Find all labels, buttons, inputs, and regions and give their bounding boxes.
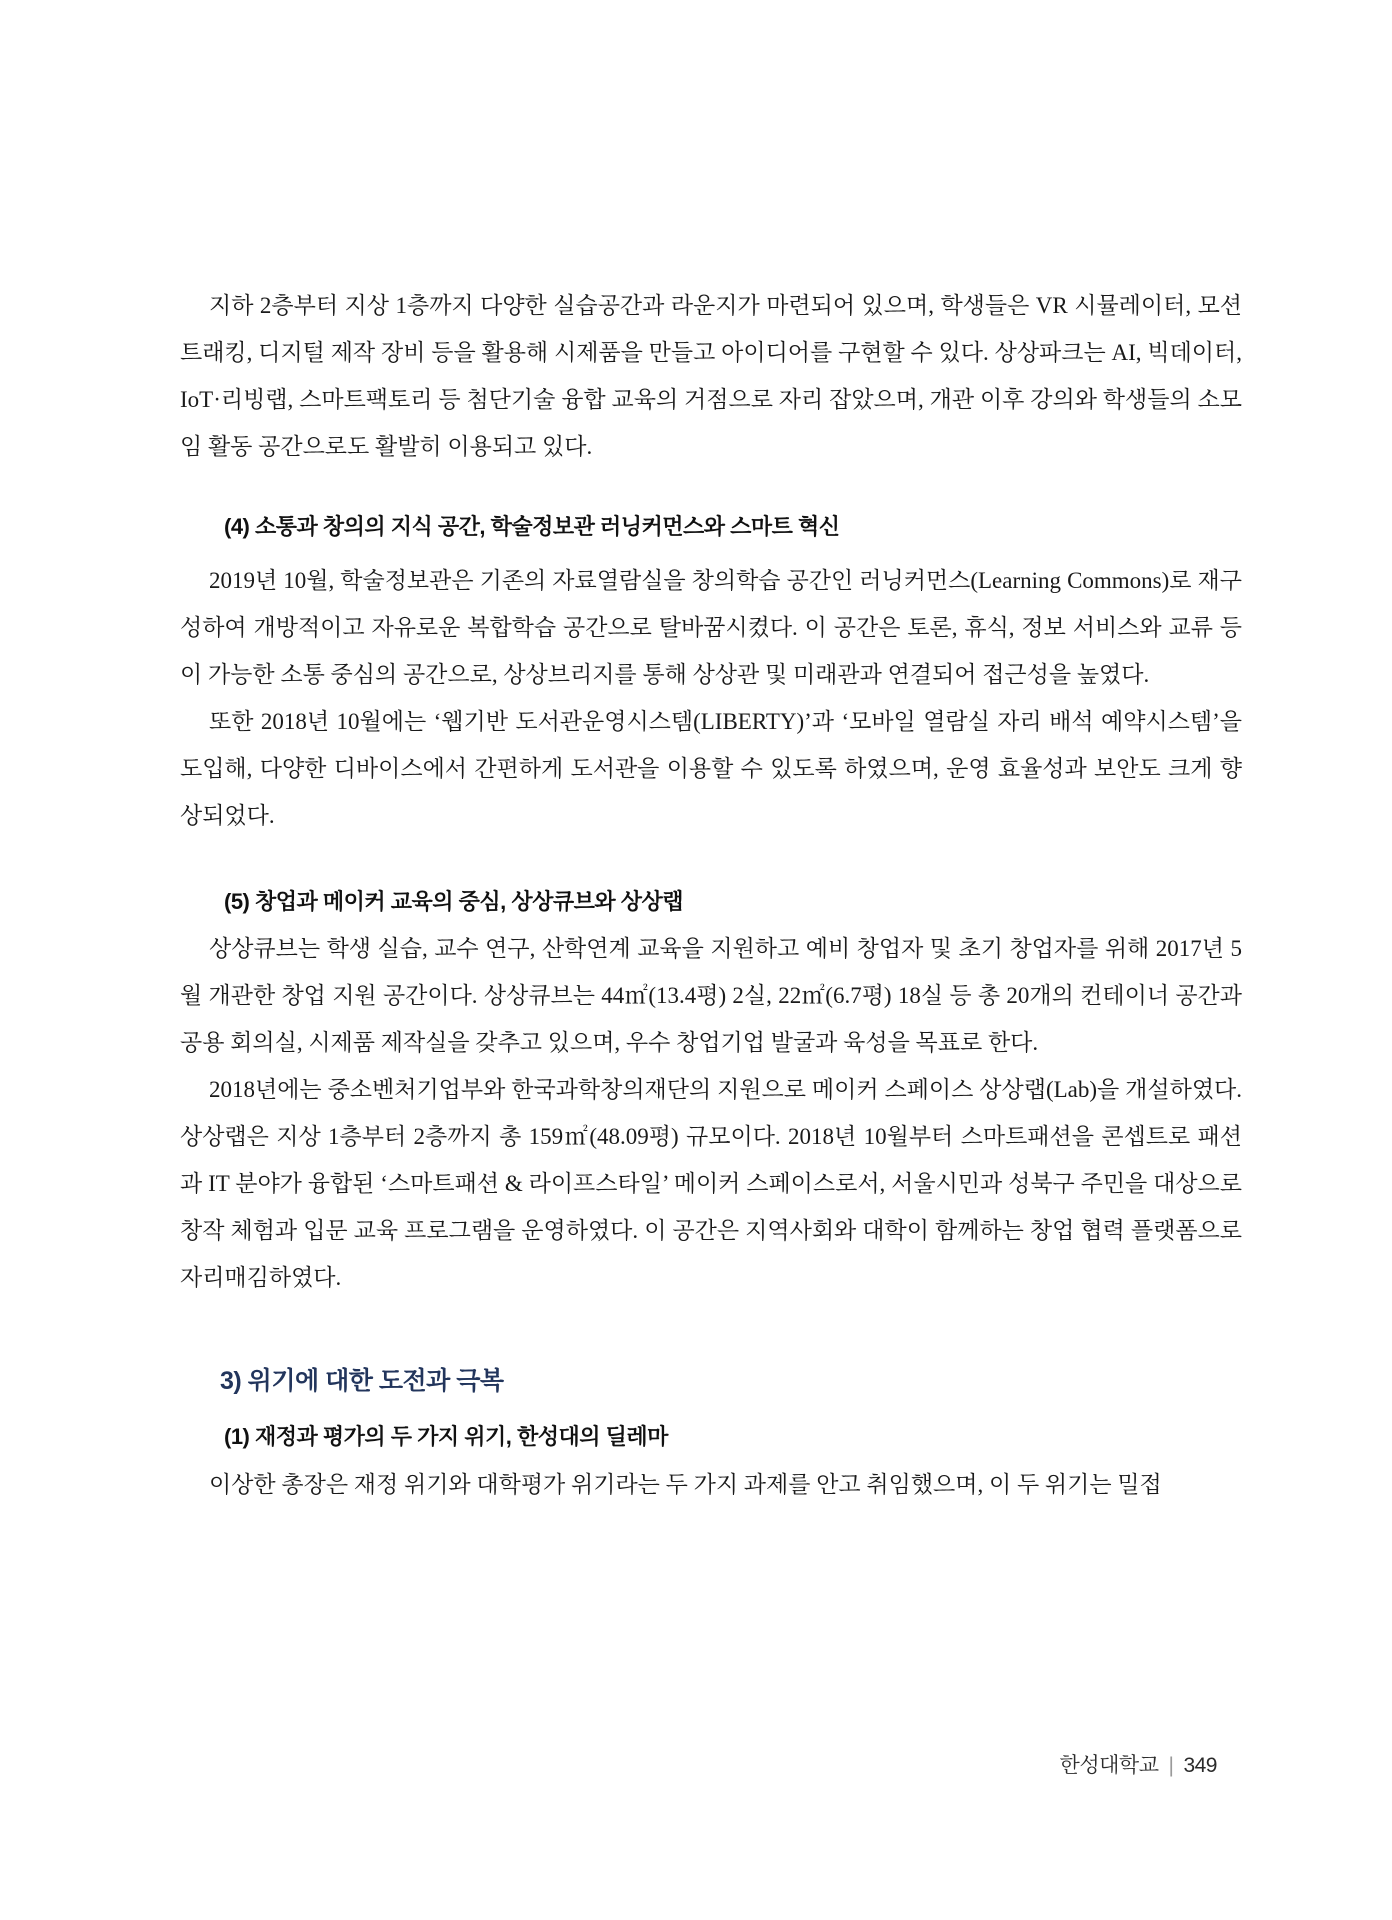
paragraph-learning-commons: 2019년 10월, 학술정보관은 기존의 자료열람실을 창의학습 공간인 러닝커먼스(Learning Commons)로 재구성하여 개방적이고 자유로운 복합학습 공간으로 탈바꿈시켰다. 이 공간은 토론, 휴식, 정보 서비스와 교류 등이 가능한 소통 중심의 공간으로, 상상브리지를 통해 상상관 및 미래관과 연결되어 접근성을 높였다.: [180, 568, 1242, 687]
section-heading-3: 3) 위기에 대한 도전과 극복: [220, 1367, 504, 1395]
footer-book-title: 한성대학교: [1059, 1754, 1159, 1777]
page-footer: [1060, 1752, 1217, 1780]
paragraph-sangsang-cube: 상상큐브는 학생 실습, 교수 연구, 산학연계 교육을 지원하고 예비 창업자 및 초기 창업자를 위해 2017년 5월 개관한 창업 지원 공간이다. 상상큐브는 44㎡(13.4평) 2실, 22㎡(6.7평) 18실 등 총 20개의 컨테이너 공간과 공용 회의실, 시제품 제작실을 갖추고 있으며, 우수 창업기업 발굴과 육성을 목표로 한다.: [180, 936, 1242, 1055]
page-body-text: [180, 0, 1242, 1508]
subsection-heading-5: (5) 창업과 메이커 교육의 중심, 상상큐브와 상상랩: [224, 889, 683, 914]
footer-separator: |: [1168, 1754, 1174, 1777]
subsection-heading-4: (4) 소통과 창의의 지식 공간, 학술정보관 러닝커먼스와 스마트 혁신: [224, 514, 840, 539]
paragraph-sangsang-lab: 2018년에는 중소벤처기업부와 한국과학창의재단의 지원으로 메이커 스페이스 상상랩(Lab)을 개설하였다. 상상랩은 지상 1층부터 2층까지 총 159㎡(48.09평) 규모이다. 2018년 10월부터 스마트패션을 콘셉트로 패션과 IT 분야가 융합된 ‘스마트패션 & 라이프스타일’ 메이커 스페이스로서, 서울시민과 성북구 주민을 대상으로 창작 체험과 입문 교육 프로그램을 운영하였다. 이 공간은 지역사회와 대학이 함께하는 창업 협력 플랫폼으로 자리매김하였다.: [180, 1077, 1242, 1290]
subsection-heading-1: (1) 재정과 평가의 두 가지 위기, 한성대의 딜레마: [224, 1424, 668, 1449]
paragraph-crisis-intro: 이상한 총장은 재정 위기와 대학평가 위기라는 두 가지 과제를 안고 취임했으며, 이 두 위기는 밀접: [209, 1472, 1162, 1497]
footer-page-number: 349: [1183, 1754, 1217, 1777]
paragraph-sangsang-park: 지하 2층부터 지상 1층까지 다양한 실습공간과 라운지가 마련되어 있으며, 학생들은 VR 시뮬레이터, 모션 트래킹, 디지털 제작 장비 등을 활용해 시제품을 만들고 아이디어를 구현할 수 있다. 상상파크는 AI, 빅데이터, IoT·리빙랩, 스마트팩토리 등 첨단기술 융합 교육의 거점으로 자리 잡았으며, 개관 이후 강의와 학생들의 소모임 활동 공간으로도 활발히 이용되고 있다.: [180, 293, 1242, 459]
paragraph-library-system: 또한 2018년 10월에는 ‘웹기반 도서관운영시스템(LIBERTY)’과 ‘모바일 열람실 자리 배석 예약시스템’을 도입해, 다양한 디바이스에서 간편하게 도서관을 이용할 수 있도록 하였으며, 운영 효율성과 보안도 크게 향상되었다.: [180, 709, 1242, 828]
